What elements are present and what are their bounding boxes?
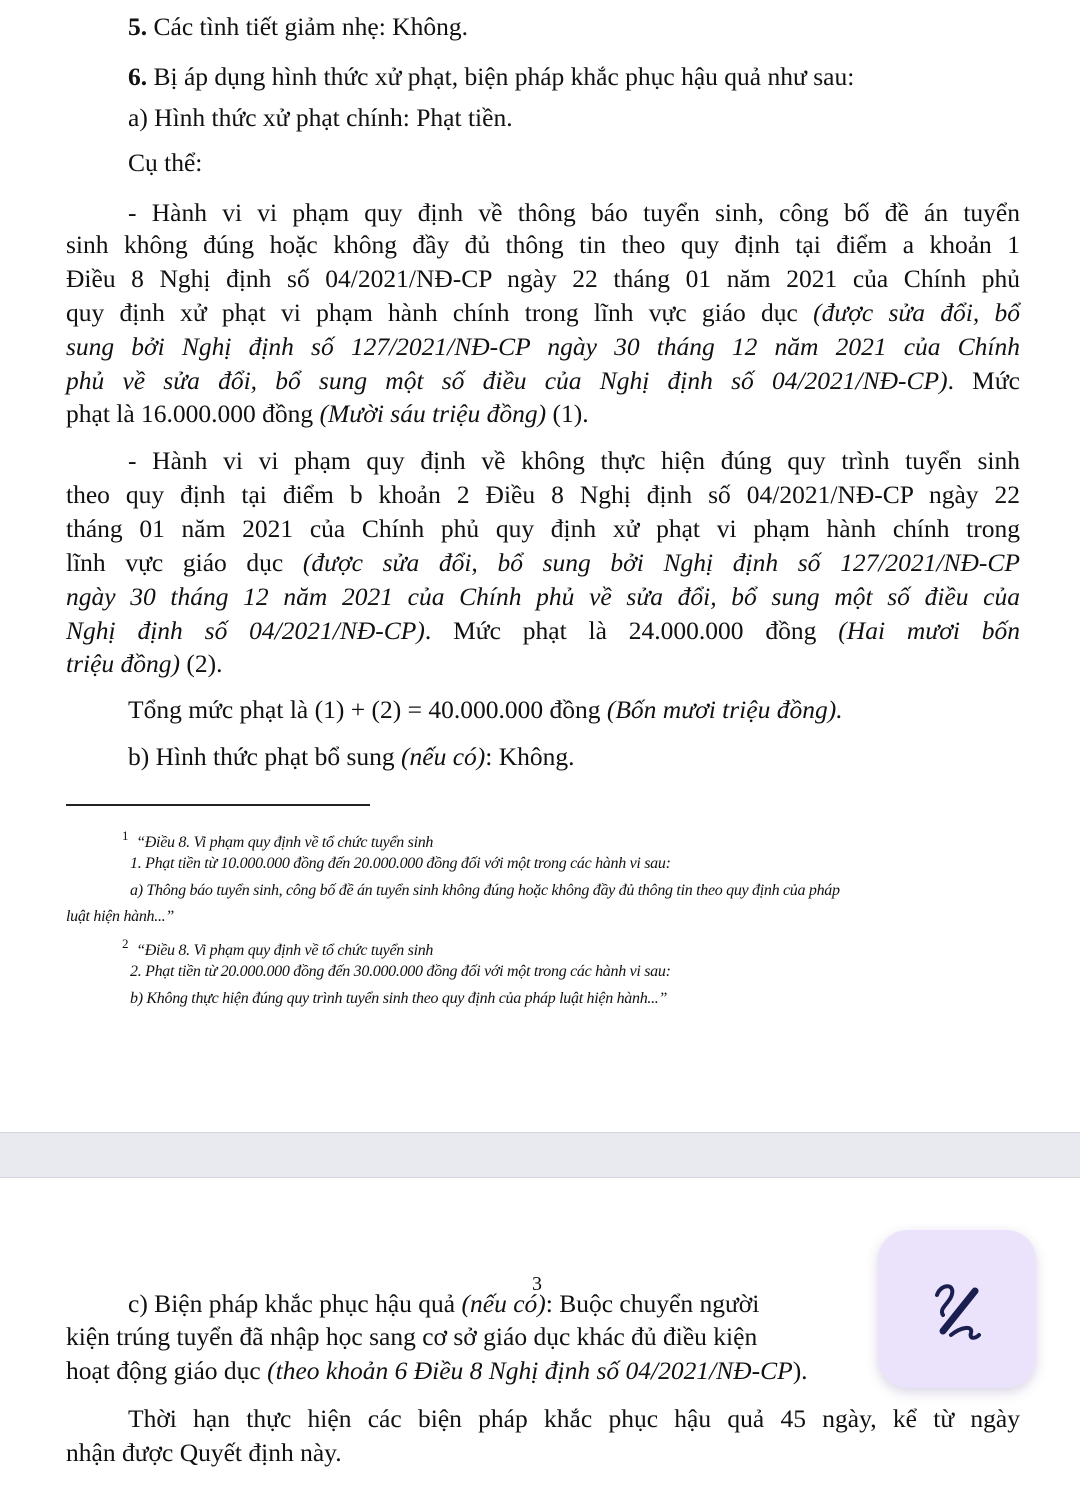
- para2-line2: theo quy định tại điểm b khoản 2 Điều 8 Nghị định số 04/2021/NĐ-CP ngày 22: [66, 480, 1020, 509]
- deadline-line2: nhận được Quyết định này.: [66, 1438, 342, 1467]
- item-5: 5. Các tình tiết giảm nhẹ: Không.: [128, 12, 468, 41]
- page-gap: [0, 1132, 1080, 1178]
- footnote-1-line4: luật hiện hành...”: [66, 908, 174, 925]
- para2-line1: - Hành vi vi phạm quy định về không thực hiện đúng quy trình tuyển sinh: [128, 446, 1020, 475]
- para1-line4: quy định xử phạt vi phạm hành chính trong lĩnh vực giáo dục (được sửa đổi, bổ: [66, 298, 1020, 327]
- item-c-line2: kiện trúng tuyển đã nhập học sang cơ sở giáo dục khác đủ điều kiện: [66, 1322, 758, 1351]
- footnote-2-line2: 2. Phạt tiền từ 20.000.000 đồng đến 30.000.000 đồng đối với một trong các hành vi sau:: [130, 963, 671, 980]
- item-b: b) Hình thức phạt bổ sung (nếu có): Không.: [128, 742, 575, 771]
- para2-line4: lĩnh vực giáo dục (được sửa đổi, bổ sung bởi Nghị định số 127/2021/NĐ-CP: [66, 548, 1020, 577]
- para1-line5: sung bởi Nghị định số 127/2021/NĐ-CP ngày 30 tháng 12 năm 2021 của Chính: [66, 332, 1020, 361]
- para1-line6: phủ về sửa đổi, bổ sung một số điều của Nghị định số 04/2021/NĐ-CP). Mức: [66, 366, 1020, 395]
- item-c-line1: c) Biện pháp khắc phục hậu quả (nếu có): Buộc chuyển người: [128, 1289, 760, 1318]
- annotate-fab-button[interactable]: [878, 1230, 1036, 1388]
- item-a: a) Hình thức xử phạt chính: Phạt tiền.: [128, 103, 513, 132]
- footnote-1-line2: 1. Phạt tiền từ 10.000.000 đồng đến 20.000.000 đồng đối với một trong các hành vi sau:: [130, 855, 671, 872]
- cu-the-label: Cụ thể:: [128, 148, 203, 177]
- para2-line6: Nghị định số 04/2021/NĐ-CP). Mức phạt là 24.000.000 đồng (Hai mươi bốn: [66, 616, 1021, 645]
- item-6: 6. Bị áp dụng hình thức xử phạt, biện pháp khắc phục hậu quả như sau:: [128, 62, 855, 91]
- footnote-divider: [66, 804, 370, 806]
- footnote-1-line3: a) Thông báo tuyển sinh, công bố đề án tuyển sinh không đúng hoặc không đầy đủ thông tin theo quy định của pháp: [130, 882, 840, 899]
- footnote-2-line1: $^2$ “Điều 8. Vi phạm quy định về tổ chức tuyển sinh: [122, 936, 434, 959]
- footnote-2-line3: b) Không thực hiện đúng quy trình tuyển sinh theo quy định của pháp luật hiện hành...”: [130, 990, 668, 1007]
- para1-line2: sinh không đúng hoặc không đầy đủ thông tin theo quy định tại điểm a khoản 1: [66, 230, 1020, 259]
- footnote-1-line1: $^1$ “Điều 8. Vi phạm quy định về tổ chức tuyển sinh: [122, 828, 434, 851]
- para2-line7: triệu đồng) (2).: [66, 649, 223, 678]
- pen-scribble-icon: [917, 1269, 997, 1349]
- total-fine: Tổng mức phạt là (1) + (2) = 40.000.000 đồng (Bốn mươi triệu đồng).: [128, 695, 843, 724]
- para1-line1: - Hành vi vi phạm quy định về thông báo tuyển sinh, công bố đề án tuyển: [128, 198, 1020, 227]
- para1-line7: phạt là 16.000.000 đồng (Mười sáu triệu đồng) (1).: [66, 399, 589, 428]
- para1-line3: Điều 8 Nghị định số 04/2021/NĐ-CP ngày 22 tháng 01 năm 2021 của Chính phủ: [66, 264, 1020, 293]
- para2-line5: ngày 30 tháng 12 năm 2021 của Chính phủ về sửa đổi, bổ sung một số điều của: [66, 582, 1020, 611]
- deadline-line1: Thời hạn thực hiện các biện pháp khắc phục hậu quả 45 ngày, kể từ ngày: [128, 1404, 1020, 1433]
- item-c-line3: hoạt động giáo dục (theo khoản 6 Điều 8 Nghị định số 04/2021/NĐ-CP).: [66, 1356, 808, 1385]
- para2-line3: tháng 01 năm 2021 của Chính phủ quy định xử phạt vi phạm hành chính trong: [66, 514, 1020, 543]
- page-number: 3: [532, 1273, 542, 1295]
